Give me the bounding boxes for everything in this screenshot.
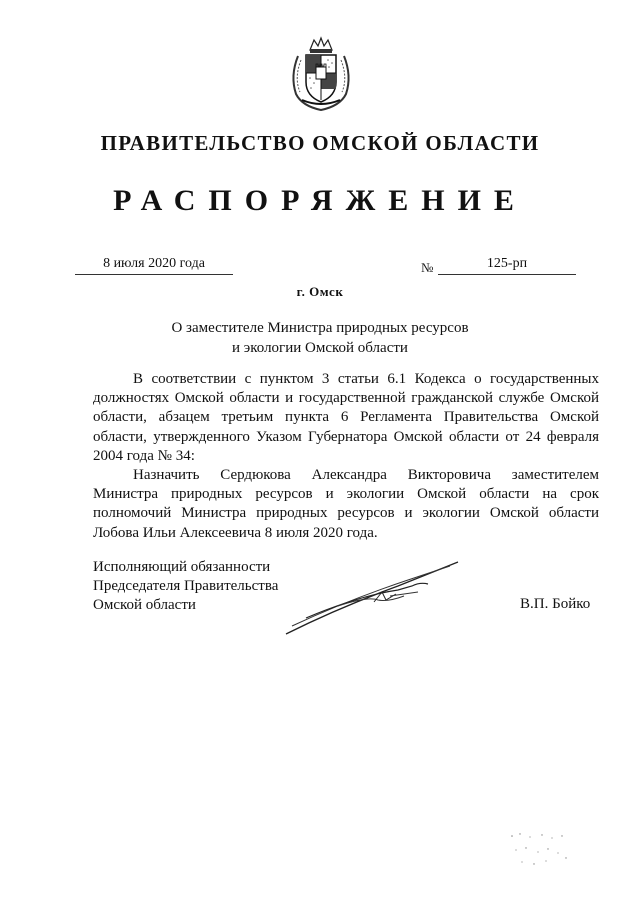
document-type-title: РАСПОРЯЖЕНИЕ [113, 184, 527, 217]
coat-of-arms-icon [288, 36, 354, 112]
signatory-title-line-3: Омской области [93, 597, 196, 613]
body-paragraph-2: Назначить Сердюкова Александра Викторовича заместителем Министра природных ресурсов и экологии Омской области на срок полномочий Министра природных ресурсов и экологии Омской области Лобова Ильи Алексеевича 8 июля 2020 года. [93, 467, 599, 541]
subject-line-2: и экологии Омской области [232, 340, 408, 356]
document-body [93, 370, 599, 543]
document-date: 8 июля 2020 года [75, 256, 233, 275]
subject-line-1: О заместителе Министра природных ресурсов [171, 320, 469, 336]
document-number: 125-рп [438, 256, 576, 275]
document-city: г. Омск [296, 284, 344, 299]
number-sign: № [421, 260, 434, 275]
document-subject [0, 318, 640, 358]
signatory-title-line-1: Исполняющий обязанности [93, 559, 271, 575]
signatory-name: В.П. Бойко [520, 596, 591, 612]
handwritten-signature-icon [278, 556, 468, 642]
signatory-title [93, 558, 278, 615]
signatory-title-line-2: Председателя Правительства [93, 578, 279, 594]
government-title: ПРАВИТЕЛЬСТВО ОМСКОЙ ОБЛАСТИ [100, 131, 540, 155]
scan-artifact [508, 828, 570, 868]
body-paragraph-1: В соответствии с пунктом 3 статьи 6.1 Кодекса о государственных должностях Омской области и государственной гражданской службе Омской области, абзацем третьим пункта 6 Регламента Правительства Омской области, утвержденного Указом Губернатора Омской области от 24 февраля 2004 года № 34: [93, 371, 599, 464]
